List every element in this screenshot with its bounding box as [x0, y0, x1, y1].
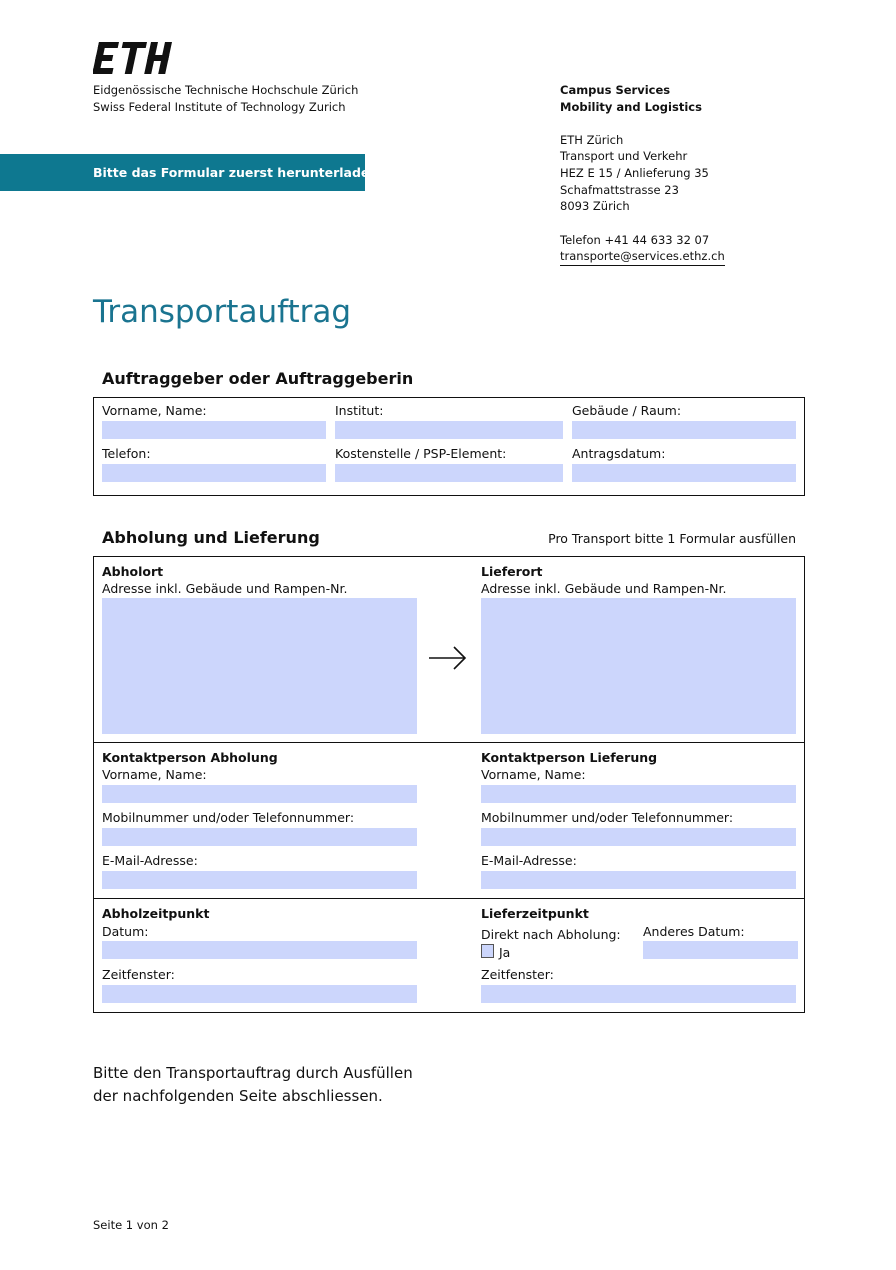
- dropoff-contact-mobile-input[interactable]: [481, 828, 796, 846]
- client-name-label: Vorname, Name:: [102, 403, 207, 418]
- email-link[interactable]: transporte@services.ethz.ch: [560, 248, 725, 266]
- divider: [93, 898, 805, 899]
- arrow-right-icon: [428, 645, 468, 671]
- client-name-input[interactable]: [102, 421, 326, 439]
- address-line: 8093 Zürich: [560, 199, 630, 213]
- yes-label: Ja: [499, 945, 511, 960]
- dropoff-contact-email-label: E-Mail-Adresse:: [481, 853, 577, 868]
- dropoff-address-input[interactable]: [481, 598, 796, 734]
- dropoff-location-sub: Adresse inkl. Gebäude und Rampen-Nr.: [481, 581, 727, 596]
- institute-input[interactable]: [335, 421, 563, 439]
- download-banner: Bitte das Formular zuerst herunterladen.: [0, 154, 365, 191]
- dropoff-contact-name-input[interactable]: [481, 785, 796, 803]
- request-date-label: Antragsdatum:: [572, 446, 666, 461]
- eth-logo: [93, 42, 173, 74]
- client-phone-input[interactable]: [102, 464, 326, 482]
- footer-instruction-line2: der nachfolgenden Seite abschliessen.: [93, 1087, 383, 1105]
- institution-name-de: Eidgenössische Technische Hochschule Zürich: [93, 83, 359, 97]
- pickup-contact-email-label: E-Mail-Adresse:: [102, 853, 198, 868]
- delivery-note: Pro Transport bitte 1 Formular ausfüllen: [548, 531, 796, 546]
- cost-center-input[interactable]: [335, 464, 563, 482]
- request-date-input[interactable]: [572, 464, 796, 482]
- pickup-date-label: Datum:: [102, 924, 149, 939]
- other-date-input[interactable]: [643, 941, 798, 959]
- dropoff-contact-email-input[interactable]: [481, 871, 796, 889]
- institution-name-en: Swiss Federal Institute of Technology Zurich: [93, 100, 346, 114]
- dropoff-window-label: Zeitfenster:: [481, 967, 554, 982]
- address-line: Schafmattstrasse 23: [560, 183, 679, 197]
- dropoff-location-title: Lieferort: [481, 564, 543, 579]
- page-title: Transportauftrag: [93, 294, 352, 330]
- pickup-contact-name-input[interactable]: [102, 785, 417, 803]
- dropoff-time-title: Lieferzeitpunkt: [481, 906, 589, 921]
- address-line: HEZ E 15 / Anlieferung 35: [560, 166, 709, 180]
- divider: [93, 742, 805, 743]
- address-line: ETH Zürich: [560, 133, 624, 147]
- pickup-location-title: Abholort: [102, 564, 164, 579]
- pickup-contact-name-label: Vorname, Name:: [102, 767, 207, 782]
- pickup-contact-title: Kontaktperson Abholung: [102, 750, 278, 765]
- page-number: Seite 1 von 2: [93, 1218, 169, 1232]
- pickup-date-input[interactable]: [102, 941, 417, 959]
- client-phone-label: Telefon:: [102, 446, 151, 461]
- pickup-contact-mobile-input[interactable]: [102, 828, 417, 846]
- department-name: Campus Services: [560, 83, 671, 97]
- pickup-contact-mobile-label: Mobilnummer und/oder Telefonnummer:: [102, 810, 355, 825]
- pickup-window-label: Zeitfenster:: [102, 967, 175, 982]
- pickup-location-sub: Adresse inkl. Gebäude und Rampen-Nr.: [102, 581, 348, 596]
- direct-after-pickup-label: Direkt nach Abholung:: [481, 927, 621, 942]
- dropoff-window-input[interactable]: [481, 985, 796, 1003]
- dropoff-contact-title: Kontaktperson Lieferung: [481, 750, 658, 765]
- building-input[interactable]: [572, 421, 796, 439]
- client-section-heading: Auftraggeber oder Auftraggeberin: [102, 369, 414, 388]
- pickup-address-input[interactable]: [102, 598, 417, 734]
- cost-center-label: Kostenstelle / PSP-Element:: [335, 446, 507, 461]
- dropoff-contact-mobile-label: Mobilnummer und/oder Telefonnummer:: [481, 810, 734, 825]
- institute-label: Institut:: [335, 403, 384, 418]
- address-line: Transport und Verkehr: [560, 149, 688, 163]
- pickup-contact-email-input[interactable]: [102, 871, 417, 889]
- other-date-label: Anderes Datum:: [643, 924, 745, 939]
- pickup-time-title: Abholzeitpunkt: [102, 906, 210, 921]
- building-label: Gebäude / Raum:: [572, 403, 682, 418]
- department-subname: Mobility and Logistics: [560, 100, 702, 114]
- footer-instruction-line1: Bitte den Transportauftrag durch Ausfüllen: [93, 1064, 413, 1082]
- pickup-window-input[interactable]: [102, 985, 417, 1003]
- direct-after-pickup-checkbox[interactable]: [481, 944, 494, 958]
- delivery-section-heading: Abholung und Lieferung: [102, 528, 320, 547]
- dropoff-contact-name-label: Vorname, Name:: [481, 767, 586, 782]
- phone-number: Telefon +41 44 633 32 07: [560, 233, 710, 247]
